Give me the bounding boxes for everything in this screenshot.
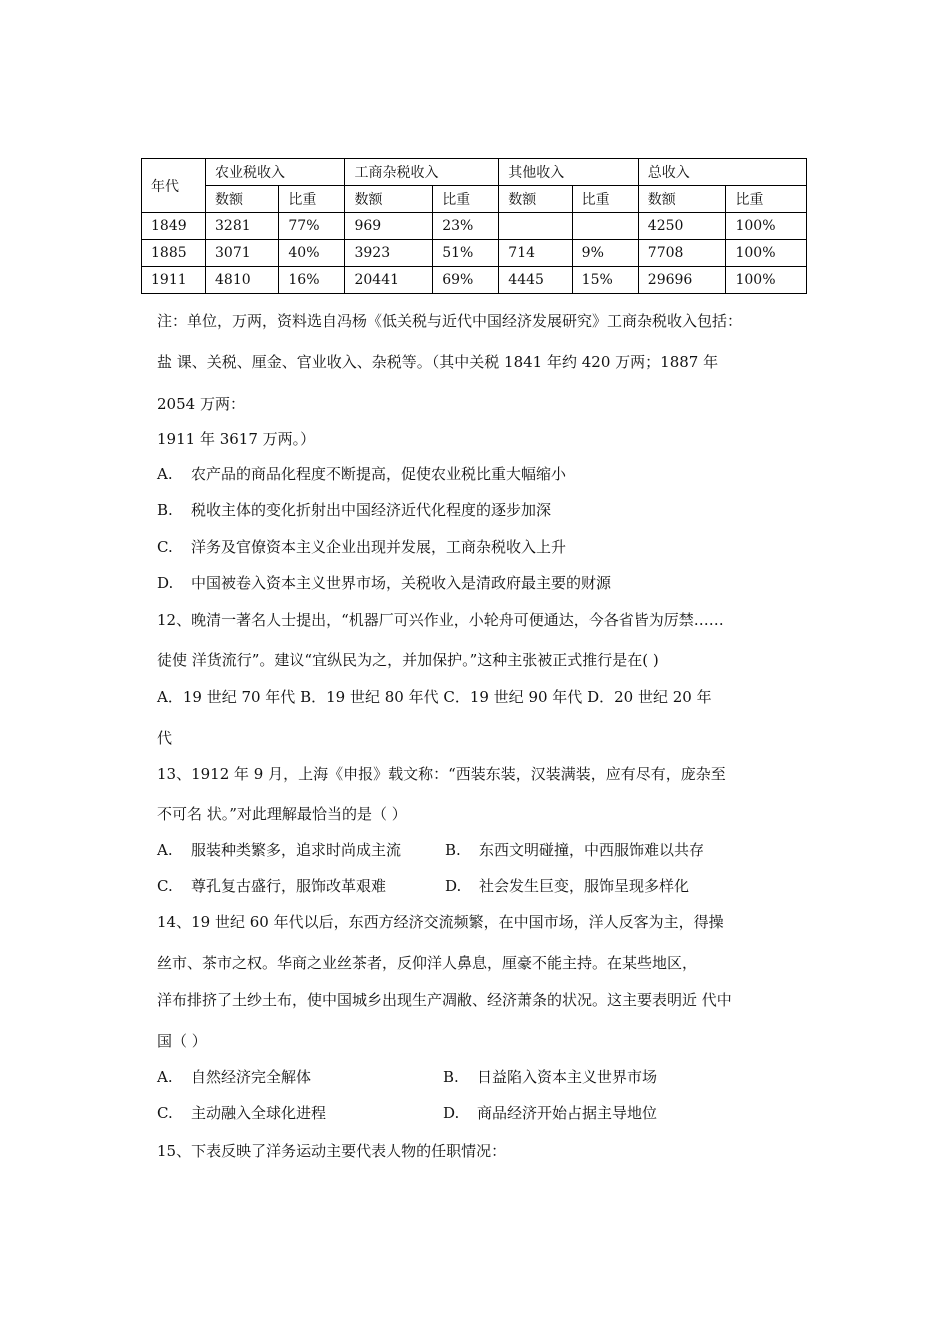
table-cell: 969 — [345, 213, 433, 240]
option-text: 主动融入全球化进程 — [191, 1104, 327, 1122]
q12-stem: 12、晚清一著名人士提出，“机器厂可兴作业，小轮舟可便通达，今各省皆为厉禁…… — [157, 611, 724, 629]
note-line: 盐 课、关税、厘金、官业收入、杂税等。（其中关税 1841 年约 420 万两；1887 年 — [157, 353, 719, 371]
sub-header: 比重 — [572, 186, 638, 213]
q11-option-c — [157, 537, 566, 557]
q14-option-b — [443, 1067, 657, 1087]
q12-stem: 徒使 洋货流行”。建议“宜纵民为之，并加保护。”这种主张被正式推行是在( ) — [157, 651, 659, 669]
q14-stem: 14、19 世纪 60 年代以后，东西方经济交流频繁，在中国市场，洋人反客为主，得操 — [157, 913, 724, 931]
option-key: C. — [157, 538, 173, 556]
table-cell: 100% — [726, 267, 807, 294]
group-header: 工商杂税收入 — [345, 159, 499, 186]
table-cell: 1849 — [142, 213, 206, 240]
sub-header: 比重 — [433, 186, 499, 213]
table-cell: 16% — [279, 267, 345, 294]
option-key: D. — [157, 574, 174, 592]
table-cell: 40% — [279, 240, 345, 267]
group-header: 总收入 — [638, 159, 806, 186]
option-text: 尊孔复古盛行，服饰改革艰难 — [191, 877, 387, 895]
sub-header: 数额 — [499, 186, 572, 213]
table-cell: 714 — [499, 240, 572, 267]
q11-option-d — [157, 573, 611, 593]
q14-stem: 丝市、茶市之权。华商之业丝茶者，反仰洋人鼻息，厘豪不能主持。在某些地区， — [157, 954, 698, 972]
note-line: 1911 年 3617 万两。） — [157, 430, 316, 448]
q13-option-d — [445, 876, 689, 896]
q11-option-b — [157, 500, 551, 520]
sub-header: 比重 — [726, 186, 807, 213]
option-key: B. — [445, 841, 461, 859]
q13-option-a — [157, 840, 401, 860]
group-header: 其他收入 — [499, 159, 638, 186]
note-line: 2054 万两： — [157, 395, 245, 413]
option-text: 农产品的商品化程度不断提高，促使农业税比重大幅缩小 — [191, 465, 567, 483]
group-header: 农业税收入 — [206, 159, 345, 186]
sub-header: 数额 — [206, 186, 279, 213]
table-cell — [572, 213, 638, 240]
table-cell: 23% — [433, 213, 499, 240]
option-text: 税收主体的变化折射出中国经济近代化程度的逐步加深 — [191, 501, 552, 519]
table-cell: 100% — [726, 213, 807, 240]
q11-option-a — [157, 464, 566, 484]
q12-options: 代 — [157, 729, 173, 747]
option-text: 社会发生巨变，服饰呈现多样化 — [479, 877, 690, 895]
option-key: C. — [157, 877, 173, 895]
q15-stem: 15、下表反映了洋务运动主要代表人物的任职情况： — [157, 1142, 507, 1160]
table-cell: 29696 — [638, 267, 726, 294]
table-cell: 3071 — [206, 240, 279, 267]
option-key: A. — [157, 841, 173, 859]
table-header-row — [142, 159, 807, 186]
q14-stem: 洋布排挤了土纱土布，使中国城乡出现生产凋敝、经济萧条的状况。这主要表明近 代中 — [157, 991, 732, 1009]
table-cell: 3281 — [206, 213, 279, 240]
option-text: 东西文明碰撞，中西服饰难以共存 — [479, 841, 705, 859]
sub-header: 数额 — [638, 186, 726, 213]
table-cell: 69% — [433, 267, 499, 294]
q13-option-c — [157, 876, 386, 896]
option-key: A. — [157, 465, 173, 483]
option-key: B. — [443, 1068, 459, 1086]
table-cell: 4445 — [499, 267, 572, 294]
option-text: 中国被卷入资本主义世界市场，关税收入是清政府最主要的财源 — [191, 574, 612, 592]
table-cell: 100% — [726, 240, 807, 267]
option-text: 自然经济完全解体 — [191, 1068, 312, 1086]
q14-option-c — [157, 1103, 326, 1123]
option-text: 日益陷入资本主义世界市场 — [477, 1068, 658, 1086]
q12-options: A．19 世纪 70 年代 B．19 世纪 80 年代 C．19 世纪 90 年代 D．20 世纪 20 年 — [157, 688, 712, 706]
note-line: 注：单位，万两，资料选自冯杨《低关税与近代中国经济发展研究》工商杂税收入包括： — [157, 312, 743, 330]
option-text: 商品经济开始占据主导地位 — [477, 1104, 658, 1122]
option-key: B. — [157, 501, 173, 519]
table-subheader-row — [142, 186, 807, 213]
table-cell: 9% — [572, 240, 638, 267]
option-text: 洋务及官僚资本主义企业出现并发展，工商杂税收入上升 — [191, 538, 567, 556]
table-cell: 1885 — [142, 240, 206, 267]
option-key: A. — [157, 1068, 173, 1086]
table-cell: 20441 — [345, 267, 433, 294]
table-cell: 3923 — [345, 240, 433, 267]
table-cell: 51% — [433, 240, 499, 267]
q14-option-d — [443, 1103, 657, 1123]
q13-stem: 不可名 状。”对此理解最恰当的是（ ） — [157, 805, 407, 823]
option-text: 服装种类繁多，追求时尚成主流 — [191, 841, 402, 859]
option-key: D. — [445, 877, 462, 895]
table-cell — [499, 213, 572, 240]
q13-stem: 13、1912 年 9 月，上海《申报》载文称：“西装东装，汉装满装，应有尽有，庞杂至 — [157, 765, 726, 783]
year-header: 年代 — [142, 159, 206, 213]
q14-option-a — [157, 1067, 311, 1087]
sub-header: 比重 — [279, 186, 345, 213]
q14-stem: 国（ ） — [157, 1032, 207, 1050]
table-cell: 4810 — [206, 267, 279, 294]
table-cell: 15% — [572, 267, 638, 294]
table-cell: 7708 — [638, 240, 726, 267]
option-key: C. — [157, 1104, 173, 1122]
option-key: D. — [443, 1104, 460, 1122]
sub-header: 数额 — [345, 186, 433, 213]
table-cell: 4250 — [638, 213, 726, 240]
table-row — [142, 213, 807, 240]
table-row — [142, 240, 807, 267]
revenue-table — [141, 158, 807, 294]
q13-option-b — [445, 840, 704, 860]
table-cell: 77% — [279, 213, 345, 240]
table-row — [142, 267, 807, 294]
table-cell: 1911 — [142, 267, 206, 294]
